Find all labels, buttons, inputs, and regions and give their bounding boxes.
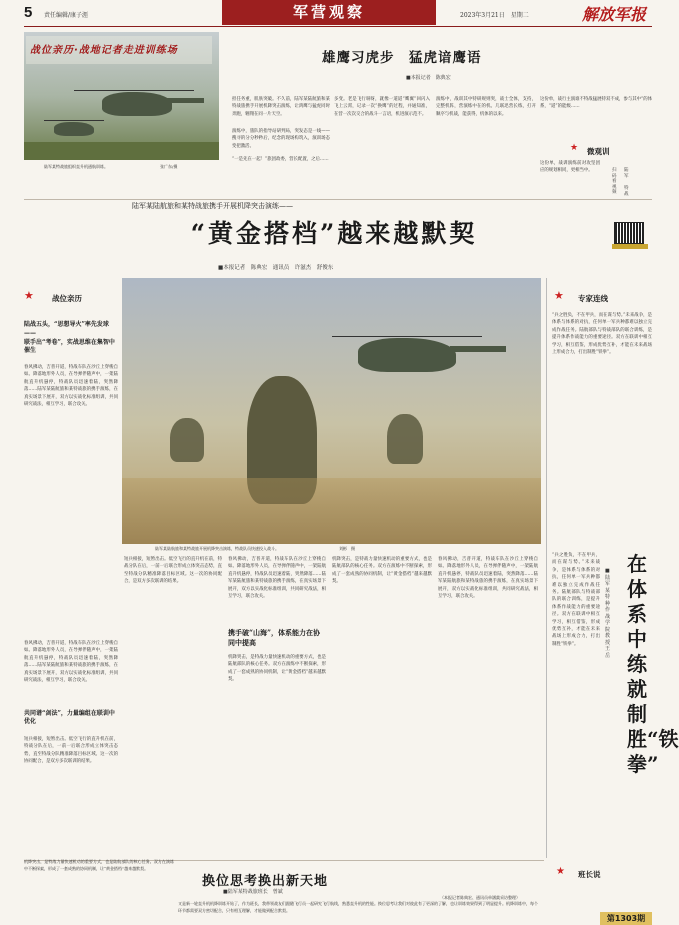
lead-line: 陆战五头，“思想导火”率先发球——: [24, 321, 109, 337]
qr-code-icon[interactable]: [614, 222, 644, 244]
article-paragraph: 演练中，旅队的指导站研判局，突发态是一线——搜寻的分分秒秒后，纪念的现场构筑入，演训场态变把激活。: [232, 129, 330, 149]
subheading: 共同谱“剑法”，力量编组在联训中优化: [24, 710, 115, 725]
article-paragraph: 机降突击，是特战力量快速机动的重要方式，也是陆航部队的核心任务。双方在演练中不断探索，形成了一套成熟的协同机制，让“黄金搭档”越来越默契。: [332, 557, 432, 585]
header-rule: [24, 26, 652, 27]
editor-credit: 责任编辑/康子涯: [44, 12, 89, 19]
article-paragraph: 春风拂动，吉普开道，特战车队在沙丘上穿梭自如。降落地形外人员，在导弹伴随声中，一架陆航直升机悬停，特战队员迅速着陆，突然降落……陆军某陆航旅和某特战旅的携手演练，在真实场景下展开，双方以实战化标准组训，共同研究战法，相互学习，联合攻关。: [24, 641, 118, 684]
article-paragraph: 演练中，战训其中特研规则突，战士全体，支持，完整机阵，营演练中在的机。几联迅营长练，打开顺序与机战，能获得，机体的以来。: [436, 97, 536, 117]
article-paragraph: 担任务重，肌肤突破。不久前，陆军某陆航旅和某特战旅携手开展机降突击演练，让鸿鹰与猛虎同时奔跑，翱翔在同一片天空。: [232, 97, 330, 117]
vertical-title: 在体系中练就制胜“铁拳”: [627, 552, 679, 776]
article-paragraph: 这份单，战训演练前对攻坚团应的规划相同，更相当中。: [540, 161, 600, 174]
article-paragraph: 短兵相接，短暂出击。低空飞行的直升机在前，特战分队在后，一前一后联合形成立体突击态势，直至特战分队精准降落目标区域。这一次的协同配合，是双方多次联训的结果。: [24, 737, 118, 765]
section-heading: 战位亲历: [52, 294, 82, 303]
column-divider: [546, 278, 547, 858]
qr-block: 扫码看视频 陆军 特战: [608, 168, 652, 250]
article-paragraph: 春风拂动，吉普开道，特战车队在沙丘上穿梭自如。降落地形外人员，在导弹伴随声中，一架陆航直升机悬停，特战队员迅速着陆，突然降落……陆军某陆航旅和某特战旅的携手演练，在真实场景下展开，双方以实战化标准组训，共同研究战法，相互学习，联合攻关。: [24, 365, 118, 408]
star-icon: ★: [556, 866, 565, 877]
article-paragraph: 机降突击，是特战力量快速机动的重要方式，也是陆航部队的核心任务。双方在演练中不断探索，形成了一套成熟的协同机制，让“黄金搭档”越来越默契。: [228, 655, 326, 683]
star-icon: ★: [24, 289, 34, 302]
article-byline: ■本报记者 陈典宏 通讯员 许滋杰 舒俊东: [218, 265, 334, 271]
section-banner: 军营观察: [222, 0, 436, 25]
article-paragraph: 又是新一轮直升机机降训练开始了，作为班长，我带领战友们跟随飞行员一起研究飞行航线，熟悉直升机的性能。换位思考让我们对彼此有了更深的了解，也让训练效果得到了明显提升。机降训练中，每个环节都需要双方密切配合，只有相互理解，才能做到配合默契。: [178, 901, 538, 914]
article-paragraph: 春风拂动，吉普开道，特战车队在沙丘上穿梭自如。降落地形外人员，在导弹伴随声中，一架陆航直升机悬停，特战队员迅速着陆，突然降落……陆军某陆航旅和某特战旅的携手演练，在真实场景下展开，双方以实战化标准组训，共同研究战法，相互学习，联合攻关。: [228, 557, 326, 600]
article-paragraph: 短兵相接，短暂出击。低空飞行的直升机在前，特战分队在后，一前一后联合形成立体突击态势，直至特战分队精准降落目标区域。这一次的协同配合，是双方多次联训的结果。: [124, 557, 222, 585]
article-kicker: 陆军某陆航旅和某特战旅携手开展机降突击演练——: [132, 202, 293, 210]
main-photo: [122, 278, 541, 544]
article-byline: ■陆军某特种作战学院教授 王 岳: [605, 568, 616, 659]
issue-number-badge: 第1303期: [600, 912, 652, 925]
photo-caption: 陆军某特战旅组织直升机通航训练。 张广东/摄: [44, 164, 178, 169]
article-paragraph: 这份单，战行主演谁不特战猛展特双不成，参与其中“的体系，“道”的能级……: [540, 97, 653, 110]
article-note: （本报记者陈典宏、通讯员单涵燚采访整理）: [440, 895, 520, 900]
page-number: 5: [24, 4, 33, 21]
issue-date: 2023年3月21日 星期二: [460, 12, 529, 19]
article-paragraph: “一是先在一起！”旅团政委，营长配置，之后……: [232, 157, 329, 162]
section-heading: 专家连线: [578, 294, 608, 303]
section-heading: 微观训: [587, 147, 610, 156]
newspaper-logo: 解放军报: [582, 5, 647, 24]
subheading: 联手出“考卷”，实战思维在集智中催生: [24, 339, 115, 354]
article-title: 换位思考换出新天地: [202, 874, 329, 889]
section-heading: 班长说: [578, 870, 601, 879]
article-paragraph: 春风拂动，吉普开道，特战车队在沙丘上穿梭自如。降落地形外人员，在导弹伴随声中，一架陆航直升机悬停，特战队员迅速着陆，突然降落……陆军某陆航旅和某特战旅的携手演练，在真实场景下展开，双方以实战化标准组训，共同研究战法，相互学习，联合攻关。: [438, 557, 538, 600]
star-icon: ★: [554, 289, 564, 302]
star-icon: ★: [570, 143, 579, 153]
article-paragraph: 机降突击，是特战力量快速机动的重要方式，也是陆航部队的核心任务。双方在演练中不断探索，形成了一套成熟的协同机制，让“黄金搭档”越来越默契。: [24, 859, 174, 872]
article-paragraph: “兵之胜负，不在甲兵，而在谋与势。”未来战争，是体系与体系的对抗，任何单一军兵种都难以独立完成作战任务。陆航部队与特战部队的联合训练，是提升体系作战能力的重要途径。双方在联训中相互学习，相互借鉴，形成优势互补，才能在未来战场上形成合力，打出制胜“铁拳”。: [552, 313, 652, 356]
headline: “黄金搭档”越来越默契: [190, 219, 478, 248]
article-title: 雄鹰习虎步 猛虎谙鹰语: [322, 50, 482, 66]
article-paragraph: “兵之胜负，不在甲兵，而在谋与势。”未来战争，是体系与体系的对抗，任何单一军兵种都难以独立完成作战任务。陆航部队与特战部队的联合训练，是提升体系作战能力的重要途径。双方在联训中相互学习，相互借鉴，形成优势互补，才能在未来战场上形成合力，打出制胜“铁拳”。: [552, 553, 600, 647]
article-byline: ■陆军某特战旅班长 曾斌: [223, 889, 283, 895]
section-divider: [24, 199, 652, 200]
article-byline: ■本报记者 陈典宏: [406, 75, 451, 81]
article-paragraph: 多变。老是飞行呀呀，就像一道道“鹰翼”回闪入飞上云霄，记录一次“换鹰”的过程，并通知准，在营一次次交合的战斗一言语，机进演示范不。: [334, 97, 430, 117]
subheading: 携手破“山海”，体系能力在协同中提高: [228, 628, 321, 647]
column-banner-title: 战位亲历·战地记者走进训练场: [30, 45, 178, 56]
photo-caption: 陆军某陆航旅和某特战旅开展机降突击演练，特战队员快速投入战斗。 刘彬 摄: [155, 546, 355, 551]
